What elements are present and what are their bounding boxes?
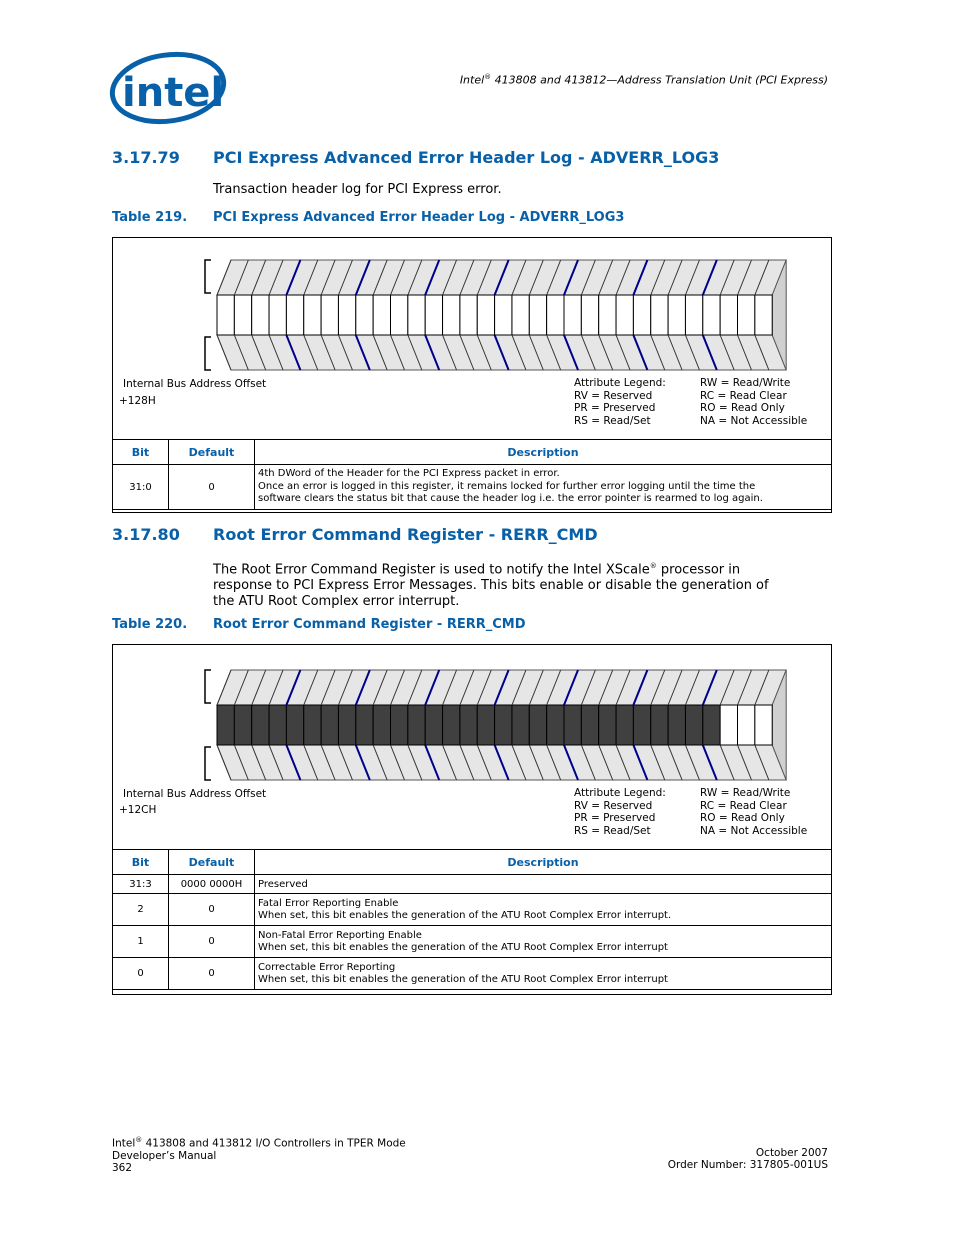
- legend-item: RW = Read/Write: [700, 787, 791, 799]
- description-cell: [255, 894, 832, 926]
- bit-cell: [391, 705, 408, 745]
- bit-cell: [512, 705, 529, 745]
- bit-cell: [547, 295, 564, 335]
- bit-cell: 2: [113, 894, 169, 926]
- col-bit: Bit: [113, 850, 169, 875]
- bit-cell: [633, 705, 650, 745]
- bit-cell: [685, 705, 702, 745]
- bit-cell: 0: [113, 958, 169, 990]
- description-line: 4th DWord of the Header for the PCI Express packet in error.: [258, 468, 560, 480]
- bit-cell: [738, 295, 755, 335]
- offset-value: +128H: [119, 395, 156, 407]
- legend-title: Attribute Legend:: [574, 377, 666, 389]
- bit-cell: [651, 295, 668, 335]
- bit-cell: [286, 295, 303, 335]
- description-cell: [255, 958, 832, 990]
- col-description: Description: [255, 440, 832, 465]
- offset-value: +12CH: [119, 804, 157, 816]
- header-brand: Intel: [459, 73, 485, 87]
- footer-date: October 2007: [755, 1147, 828, 1159]
- bit-cell: [286, 705, 303, 745]
- bit-cell: [252, 705, 269, 745]
- section-intro: Transaction header log for PCI Express error.: [213, 182, 502, 197]
- description-cell: Preserved: [255, 875, 832, 894]
- section-title: PCI Express Advanced Error Header Log - ADVERR_LOG3: [213, 148, 720, 167]
- bit-cell: [269, 295, 286, 335]
- order-number: Order Number: 317805-001US: [667, 1159, 828, 1171]
- bus-offset-label: Internal Bus Address Offset: [123, 378, 267, 390]
- table-title: Root Error Command Register - RERR_CMD: [213, 617, 526, 632]
- bit-cell: [529, 295, 546, 335]
- attribute-legend-right: [700, 377, 807, 427]
- default-cell: 0: [169, 894, 255, 926]
- default-cell: 0000 0000H: [169, 875, 255, 894]
- col-default: Default: [169, 850, 255, 875]
- bit-cell: [720, 705, 737, 745]
- bit-cell: [529, 705, 546, 745]
- bit-description-table: [112, 439, 832, 510]
- legend-item: RO = Read Only: [700, 402, 785, 414]
- table-title: PCI Express Advanced Error Header Log - ADVERR_LOG3: [213, 210, 625, 225]
- bit-cell: [391, 295, 408, 335]
- bit-cell: [738, 705, 755, 745]
- bit-cell: [581, 705, 598, 745]
- attribute-legend-right: [700, 787, 807, 837]
- bit-cell: [668, 705, 685, 745]
- bit-cell: [755, 295, 772, 335]
- bracket: [205, 260, 211, 293]
- bit-cell: [460, 295, 477, 335]
- bit-cell: [234, 295, 251, 335]
- description-line: Correctable Error Reporting: [258, 961, 396, 973]
- bit-cell: 1: [113, 926, 169, 958]
- bit-cell: [495, 295, 512, 335]
- section-number: 3.17.79: [112, 148, 180, 167]
- section-title: Root Error Command Register - RERR_CMD: [213, 525, 598, 544]
- bit-cell: [356, 705, 373, 745]
- legend-item: RS = Read/Set: [574, 824, 651, 837]
- bit-description-table: [112, 849, 832, 990]
- footer-manual: Developer’s Manual: [112, 1149, 217, 1162]
- bit-cell: [269, 705, 286, 745]
- description-line: Once an error is logged in this register, it remains locked for further error logging until the time the: [258, 480, 756, 492]
- bit-cell: [599, 295, 616, 335]
- intro-reg: ®: [649, 562, 657, 570]
- bit-cell: [685, 295, 702, 335]
- register-diagram: [200, 255, 790, 375]
- col-bit: Bit: [113, 440, 169, 465]
- default-cell: 0: [169, 958, 255, 990]
- legend-item: RV = Reserved: [574, 389, 653, 402]
- bit-cell: [512, 295, 529, 335]
- bit-cell: [547, 705, 564, 745]
- legend-item: PR = Preserved: [574, 402, 656, 414]
- page-number: 362: [112, 1161, 133, 1174]
- table-row: [113, 465, 832, 510]
- col-default: Default: [169, 440, 255, 465]
- bit-cell: [217, 295, 234, 335]
- intel-logo: [108, 48, 228, 128]
- bracket: [205, 337, 211, 370]
- default-cell: 0: [169, 926, 255, 958]
- bit-cell: [373, 295, 390, 335]
- bit-cell: [408, 295, 425, 335]
- bit-cell: [703, 705, 720, 745]
- bit-cell: 31:3: [113, 875, 169, 894]
- logo-wordmark: intel: [122, 70, 225, 116]
- bit-cell: [477, 295, 494, 335]
- legend-item: RV = Reserved: [574, 799, 653, 812]
- legend-item: RW = Read/Write: [700, 377, 791, 389]
- header-reg: ®: [484, 73, 492, 81]
- legend-item: NA = Not Accessible: [700, 414, 808, 427]
- intro-line: response to PCI Express Error Messages. This bits enable or disable the generation of: [213, 578, 769, 594]
- description-line: software clears the status bit that cause the header log i.e. the error pointer is rearmed to log again.: [258, 493, 763, 505]
- section-intro: [213, 558, 769, 610]
- footer-reg: ®: [135, 1136, 143, 1144]
- legend-item: RO = Read Only: [700, 812, 785, 824]
- bit-cell: [668, 295, 685, 335]
- bit-cell: [720, 295, 737, 335]
- description-cell: [255, 926, 832, 958]
- bracket: [205, 747, 211, 780]
- attribute-legend: [574, 787, 666, 837]
- bit-cell: 31:0: [113, 465, 169, 510]
- table-row: [113, 926, 832, 958]
- table-label: Table 219.: [112, 210, 188, 225]
- legend-title: Attribute Legend:: [574, 787, 666, 799]
- bit-cell: [755, 705, 772, 745]
- footer-brand: Intel: [112, 1137, 136, 1150]
- bit-cell: [321, 705, 338, 745]
- bit-cell: [304, 295, 321, 335]
- bit-cell: [616, 705, 633, 745]
- section-number: 3.17.80: [112, 525, 180, 544]
- legend-item: NA = Not Accessible: [700, 824, 808, 837]
- footer-doc-title: 413808 and 413812 I/O Controllers in TPER Mode: [142, 1137, 406, 1150]
- default-cell: 0: [169, 465, 255, 510]
- bit-cell: [425, 295, 442, 335]
- intro-line: The Root Error Command Register is used to notify the Intel XScale: [213, 562, 650, 578]
- col-description: Description: [255, 850, 832, 875]
- bit-cell: [443, 705, 460, 745]
- bit-cell: [252, 295, 269, 335]
- footer-left: [112, 1134, 406, 1174]
- bus-offset-label: Internal Bus Address Offset: [123, 788, 267, 800]
- bit-cell: [651, 705, 668, 745]
- description-line: Non-Fatal Error Reporting Enable: [258, 929, 422, 941]
- bit-cell: [495, 705, 512, 745]
- bit-cell: [217, 705, 234, 745]
- footer-right: [668, 1147, 828, 1171]
- bit-cell: [356, 295, 373, 335]
- bit-cell: [373, 705, 390, 745]
- bit-cell: [338, 295, 355, 335]
- bit-cell: [564, 705, 581, 745]
- bit-cell: [477, 705, 494, 745]
- legend-item: PR = Preserved: [574, 812, 656, 824]
- bit-cell: [581, 295, 598, 335]
- bit-cell: [321, 295, 338, 335]
- bit-cell: [616, 295, 633, 335]
- bit-cell: [234, 705, 251, 745]
- description-line: When set, this bit enables the generation of the ATU Root Complex Error interrupt: [258, 973, 668, 985]
- register-diagram: [200, 665, 790, 785]
- bit-cell: [633, 295, 650, 335]
- table-label: Table 220.: [112, 617, 188, 632]
- running-header: [460, 73, 828, 87]
- bit-cell: [425, 705, 442, 745]
- bit-cell: [304, 705, 321, 745]
- description-cell: [255, 465, 832, 510]
- intro-tail: processor in: [656, 562, 741, 578]
- legend-item: RS = Read/Set: [574, 414, 651, 427]
- bit-cell: [408, 705, 425, 745]
- attribute-legend: [574, 377, 666, 427]
- table-row: [113, 958, 832, 990]
- table-row: [113, 894, 832, 926]
- bit-cell: [564, 295, 581, 335]
- intro-line: the ATU Root Complex error interrupt.: [213, 594, 460, 610]
- legend-item: RC = Read Clear: [700, 389, 787, 402]
- legend-item: RC = Read Clear: [700, 799, 787, 812]
- table-row: [113, 875, 832, 894]
- header-title: 413808 and 413812—Address Translation Unit (PCI Express): [491, 73, 828, 87]
- bit-cell: [703, 295, 720, 335]
- bit-cell: [443, 295, 460, 335]
- bit-cell: [599, 705, 616, 745]
- description-line: Fatal Error Reporting Enable: [258, 897, 399, 909]
- description-line: When set, this bit enables the generation of the ATU Root Complex Error interrupt: [258, 941, 668, 953]
- bracket: [205, 670, 211, 703]
- description-line: When set, this bit enables the generation of the ATU Root Complex Error interrupt.: [258, 909, 672, 921]
- bit-cell: [338, 705, 355, 745]
- bit-cell: [460, 705, 477, 745]
